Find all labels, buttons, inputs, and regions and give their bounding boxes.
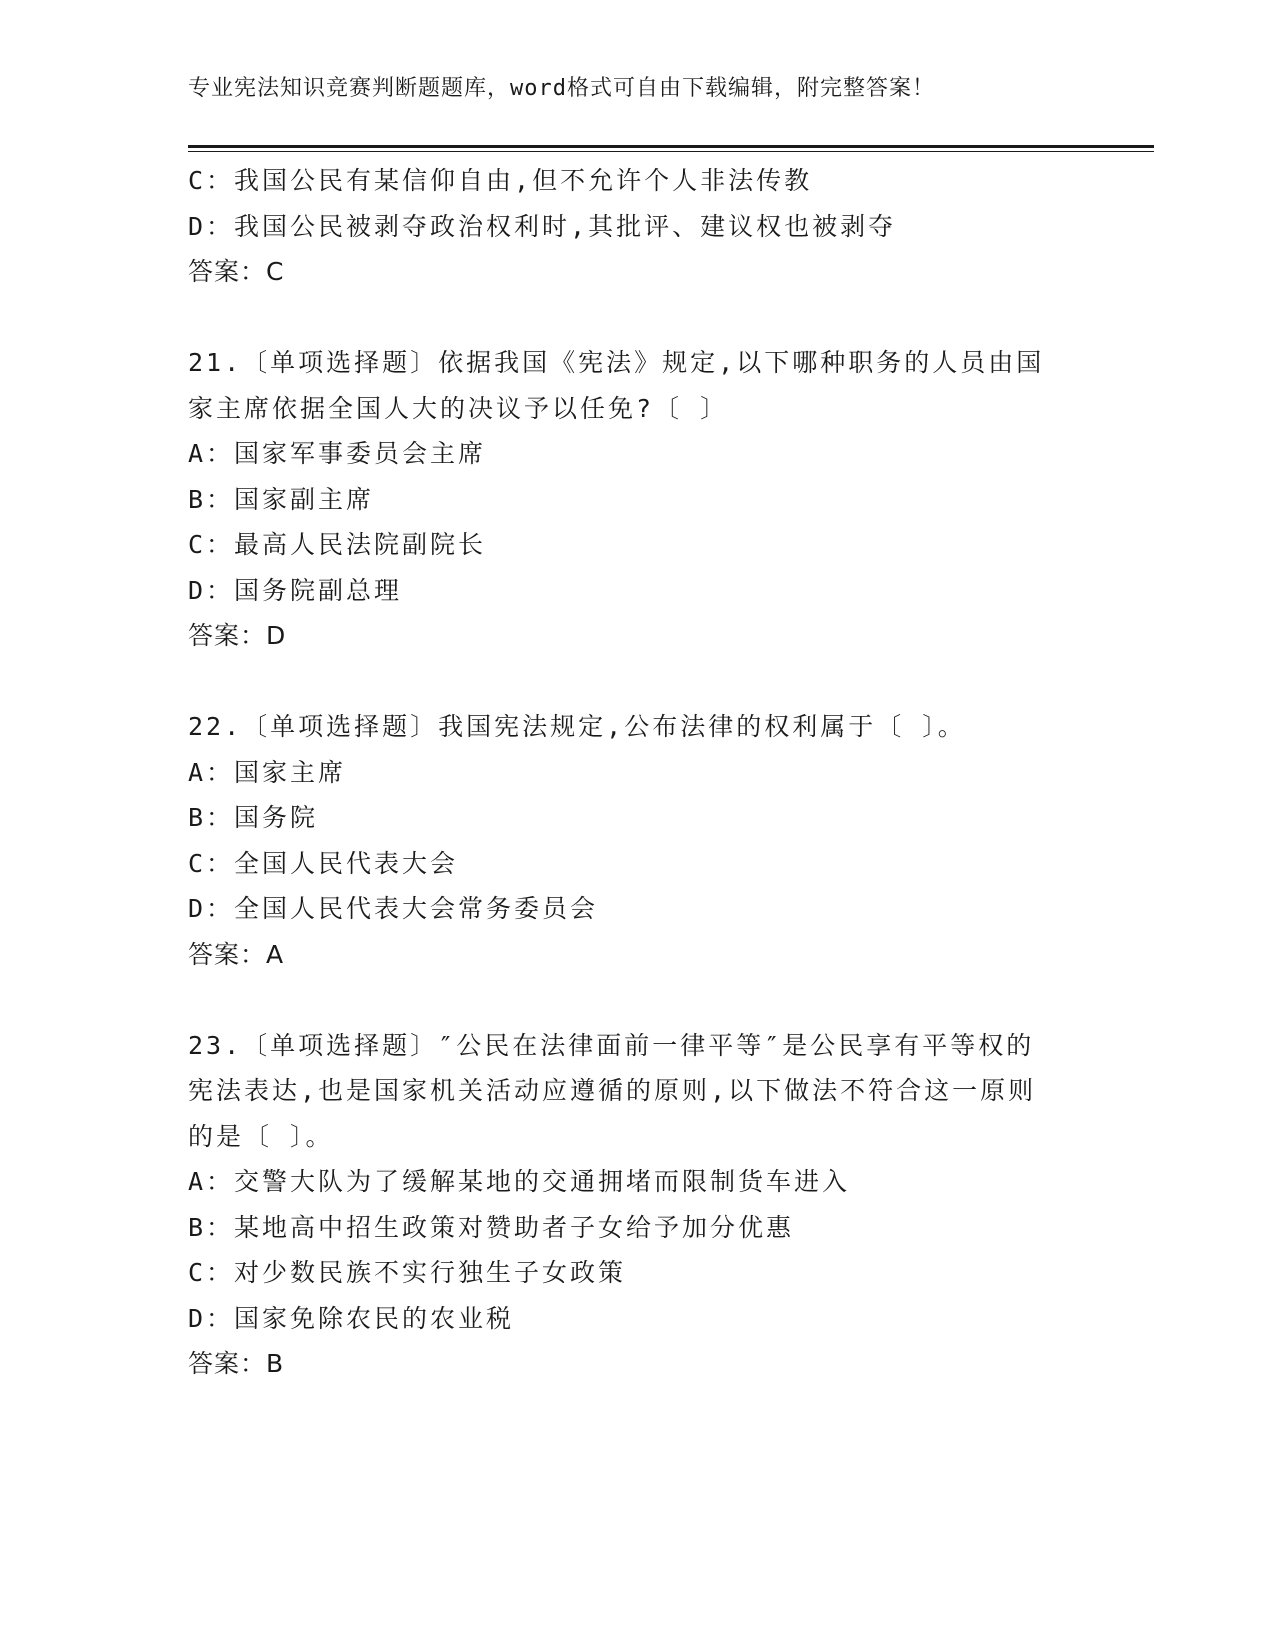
spacer [188,659,1088,705]
document-body [188,158,1088,1387]
question-22 [188,704,1088,977]
option-d: D：国务院副总理 [188,575,403,605]
answer-line: 答案：C [188,257,285,286]
option-b: B：国务院 [188,803,319,832]
question-stem: 22.〔单项选择题〕我国宪法规定,公布法律的权利属于〔 〕。 [188,712,966,741]
answer-line: 答案：B [188,1349,285,1378]
question-stem: 23.〔单项选择题〕″公民在法律面前一律平等″是公民享有平等权的 [188,1030,1035,1060]
answer-line: 答案：A [188,939,285,969]
spacer [188,295,1088,341]
option-b: B：国家副主席 [188,484,375,514]
question-21 [188,340,1088,659]
question-stem: 宪法表达,也是国家机关活动应遵循的原则,以下做法不符合这一原则 [188,1076,1037,1105]
question-23 [188,1023,1088,1387]
option-c: C：我国公民有某信仰自由,但不允许个人非法传教 [188,166,813,195]
option-d: D：全国人民代表大会常务委员会 [188,894,599,923]
option-a: A：交警大队为了缓解某地的交通拥堵而限制货车进入 [188,1167,851,1196]
spacer [188,977,1088,1023]
question-stem: 家主席依据全国人大的决议予以任免?〔 〕 [188,393,729,423]
question-20-continued [188,158,1088,295]
question-stem: 21.〔单项选择题〕依据我国《宪法》规定,以下哪种职务的人员由国 [188,348,1045,377]
option-c: C：全国人民代表大会 [188,848,459,878]
option-a: A：国家军事委员会主席 [188,439,487,468]
option-c: C：对少数民族不实行独生子女政策 [188,1258,627,1287]
option-d: D：国家免除农民的农业税 [188,1303,515,1333]
header-rule-thin [188,151,1154,152]
header-rule [188,145,1154,148]
page-header: 专业宪法知识竞赛判断题题库，word格式可自由下载编辑，附完整答案！ [188,76,935,101]
option-a: A：国家主席 [188,757,347,787]
option-d: D：我国公民被剥夺政治权利时,其批评、建议权也被剥夺 [188,211,897,241]
option-c: C：最高人民法院副院长 [188,530,487,559]
question-stem: 的是〔 〕。 [188,1121,334,1151]
option-b: B：某地高中招生政策对赞助者子女给予加分优惠 [188,1212,795,1242]
answer-line: 答案：D [188,621,287,650]
